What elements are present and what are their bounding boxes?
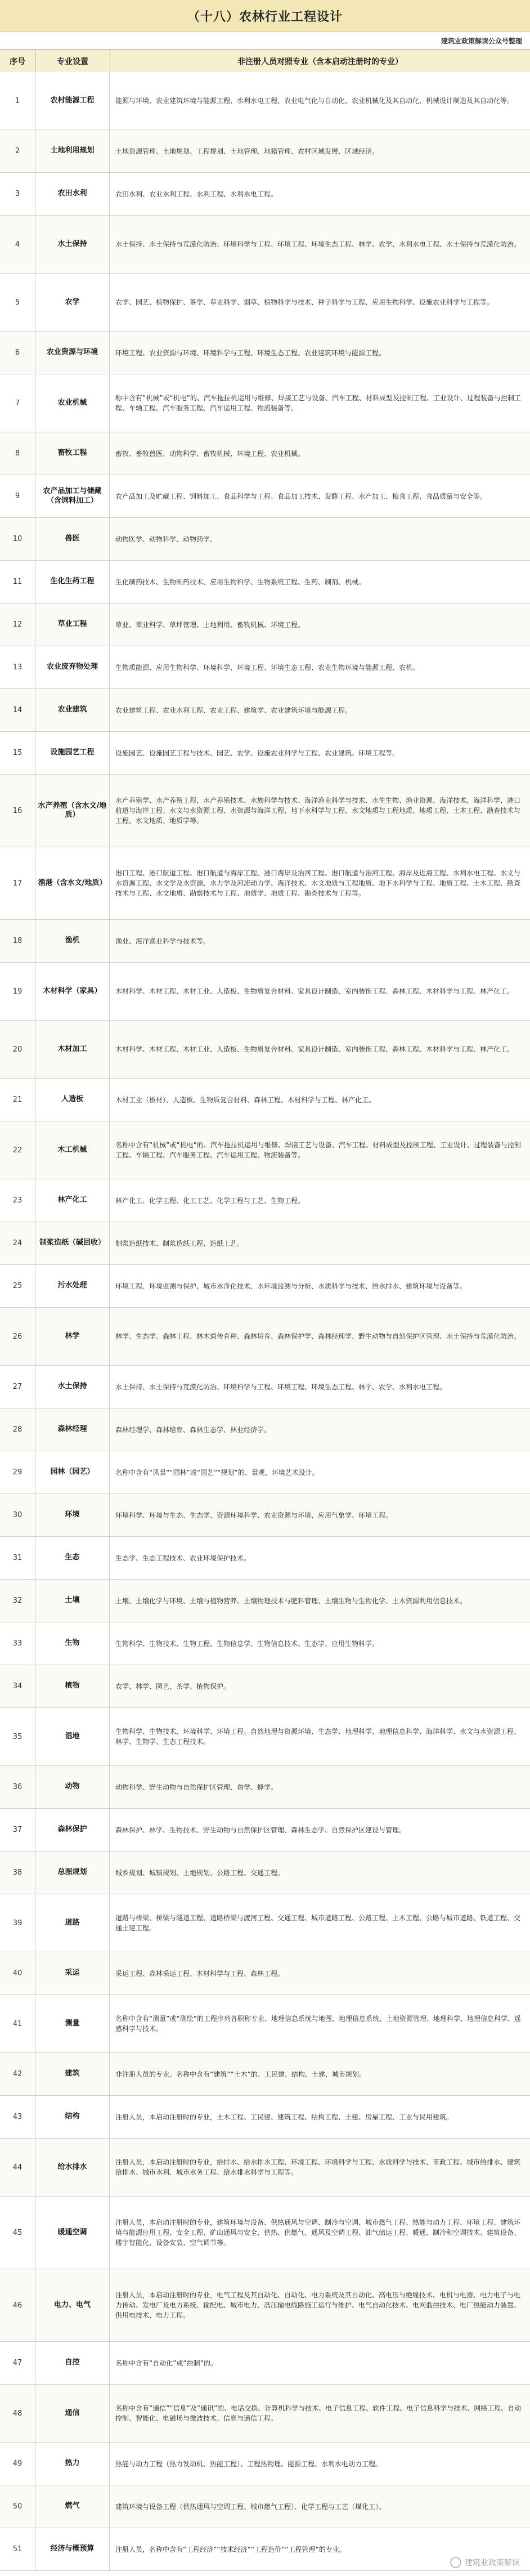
row-id: 13 [0,646,35,688]
row-desc: 动物科学、野生动物与自然保护区管理、兽学、蜂学。 [115,1783,278,1791]
row-desc: 注册人员，本启动注册时的专业，给排水、给水排水工程、环境工程、环境科学与工程、水质科学与技术、市政工程、城市给排水、建筑给排水、城市水利、城市水务工程、给水排水科学与工程等。 [115,2158,521,2176]
table-row [0,2342,530,2385]
row-id: 9 [0,475,35,517]
row-desc: 能源与环境、农业建筑环境与能源工程、水利水电工程、农业电气化与自动化、农业机械化及其自动化、机械设计制造及其自动化等。 [115,97,514,105]
row-name: 林产化工 [35,1179,110,1222]
row-desc: 林产化工、化学工程、化工工艺、化学工程与工艺、生物工程。 [115,1196,305,1205]
row-desc: 设施园艺、设施园艺工程与技术、园艺、农学、设施农业科学与工程、农业建筑、环境工程等。 [115,749,399,757]
table-row [0,1852,530,1894]
row-desc: 土壤、土壤化学与环境、土壤与植物营养、土壤物理技术与肥料管理、土壤生物与生物化学、土木资源利用信息技术。 [115,1596,467,1605]
row-id: 37 [0,1809,35,1851]
row-desc: 港口工程、港口航道工程、港口航道与海岸工程、港口海岸及治河工程、港口航道与治河工程、海岸及近海工程、水利水电工程、水文与水资源工程、水文学及水资源、水力学及河流动力学、海洋技术、水文地质与工程地质、地下水科学与工程、地质工程、土木工程、勘查技术与工程、水文地质、勘察技术与工程、地质学、地质工程、勘查技术与工程等。 [115,869,521,897]
table-row [0,1021,530,1079]
row-name: 渔港（含水文/地质） [35,847,110,919]
row-name: 森林经理 [35,1408,110,1451]
row-name: 农业机械 [35,374,110,432]
row-desc: 制浆造纸技术、制浆造纸工程、造纸工艺。 [115,1239,244,1247]
row-name: 园林（园艺） [35,1451,110,1493]
table-row [0,432,530,475]
table-row [0,1179,530,1222]
table-row [0,2443,530,2485]
row-name: 设施园艺工程 [35,732,110,774]
table-row [0,1766,530,1809]
table-row [0,847,530,920]
row-id: 44 [0,2139,35,2196]
table-row [0,130,530,173]
row-id: 2 [0,130,35,172]
row-desc: 道路与桥梁、桥梁与隧道工程、道路桥梁与渡河工程、交通工程、城市道路工程、公路工程、土木工程、公路与城市道路、铁道工程、交通土建工程。 [115,1914,521,1932]
row-name: 暖通空调 [35,2197,110,2269]
row-desc: 森林经理学、森林培育、森林生态学、林业经济学。 [115,1425,271,1434]
row-name: 农业废弃物处理 [35,646,110,688]
row-id: 29 [0,1451,35,1493]
table-row [0,1537,530,1580]
table-row [0,216,530,274]
row-id: 15 [0,732,35,774]
table-row [0,1952,530,1995]
row-name: 森林保护 [35,1809,110,1851]
table-row [0,1308,530,1366]
row-id: 43 [0,2096,35,2138]
row-name: 草业工程 [35,603,110,646]
table-row [0,475,530,518]
row-name: 测量 [35,1995,110,2052]
table-row [0,2197,530,2269]
row-id: 45 [0,2197,35,2269]
row-id: 16 [0,775,35,847]
row-name: 木材加工 [35,1021,110,1078]
row-name: 农产品加工与储藏（含饲料加工） [35,475,110,517]
table-row [0,689,530,732]
row-desc: 畜牧、畜牧兽医、动物科学、畜牧机械、环境工程、农业机械。 [115,449,305,458]
table-row [0,1121,530,1179]
watermark [450,2557,520,2568]
row-desc: 采运工程、森林采运工程、木材科学与工程、森林工程。 [115,1969,285,1978]
row-desc: 水土保持、水土保持与荒漠化防治、环境科学与工程、环境工程、环境生态工程、林学、农学、水利水电工程。 [115,1383,447,1391]
row-desc: 农学、林学、园艺、茶学、植物保护。 [115,1682,231,1690]
row-id: 50 [0,2485,35,2528]
row-id: 11 [0,561,35,603]
row-id: 24 [0,1222,35,1264]
row-name: 农学 [35,274,110,331]
row-desc: 名称中含有“通信”“信息”及“通讯”的、电话交换、计算机科学与技术、电子信息工程、软件工程、电子信息科学与技术、网络工程、自动控制、智能化、电磁场与微波技术、信息与通信工程。 [115,2404,522,2422]
row-name: 土壤 [35,1580,110,1622]
table-row [0,775,530,847]
row-name: 水土保持 [35,1366,110,1408]
row-name: 农村能源工程 [35,72,110,129]
table-row [0,1894,530,1952]
row-id: 21 [0,1079,35,1121]
table-row [0,646,530,689]
table-row [0,561,530,603]
row-desc: 农产品加工及贮藏工程、饲料加工、食品科学与工程、食品加工技术、发酵工程、水产加工、粮食工程、食品质量与安全等。 [115,492,487,500]
row-id: 25 [0,1265,35,1307]
row-id: 36 [0,1766,35,1808]
row-desc: 名称中含有“机械”或“机电”的、汽车拖拉机运用与维修、焊接工艺与设备、汽车工程、材料成型及控制工程、工业设计、过程装备与控制工程、车辆工程、汽车服务工程、汽车运用工程、物流装备等。 [115,1141,521,1159]
wechat-icon [450,2557,461,2568]
row-id: 39 [0,1894,35,1952]
row-name: 结构 [35,2096,110,2138]
row-name: 生态 [35,1537,110,1579]
row-desc: 生态学、生态工程技术、农业环境保护技术。 [115,1554,251,1562]
row-name: 植物 [35,1665,110,1707]
row-name: 环境 [35,1494,110,1536]
row-id: 23 [0,1179,35,1222]
row-name: 总图规划 [35,1852,110,1894]
table-header [0,49,530,74]
table-row [0,374,530,432]
row-desc: 木材工业（板材）、人造板、生物质复合材料、森林工程、木材科学与工程、林产化工。 [115,1095,376,1104]
row-desc: 建筑环境与设备工程（供热通风与空调工程、城市燃气工程）、化学工程与工艺（煤化工）。 [115,2502,386,2511]
row-name: 农田水利 [35,173,110,215]
row-id: 41 [0,1995,35,2052]
row-id: 22 [0,1121,35,1179]
table-row [0,1494,530,1537]
table-row [0,963,530,1021]
row-name: 生化生药工程 [35,561,110,603]
row-name: 木工机械 [35,1121,110,1179]
row-desc: 木材科学、木材工程、木材工业、人造板、生物质复合材料、家具设计制造、室内装饰工程、森林工程、木材科学与工程、林产化工。 [115,987,514,995]
row-desc: 名称中含有“自动化”或“控制”的。 [115,2359,217,2367]
table-row [0,332,530,374]
row-name: 道路 [35,1894,110,1952]
row-id: 30 [0,1494,35,1536]
row-desc: 森林保护、林学、生物技术、野生动物与自然保护区管理、森林生态学、自然保护区建设与管理。 [115,1826,406,1834]
row-desc: 动物医学、动物科学、动物药学。 [115,535,217,543]
header-desc: 非注册人员对照专业（含本启动注册时的专业） [237,57,403,66]
row-name: 自控 [35,2342,110,2384]
row-id: 5 [0,274,35,331]
row-name: 农业资源与环境 [35,332,110,374]
table-row [0,2485,530,2528]
table-row [0,274,530,332]
page-title: （十八）农林行业工程设计 [187,10,343,24]
row-name: 燃气 [35,2485,110,2528]
row-desc: 城乡规划、城镇规划、土地规划、公路工程、交通工程。 [115,1868,285,1877]
row-id: 42 [0,2053,35,2095]
row-id: 27 [0,1366,35,1408]
row-desc: 注册人员，本启动注册时的专业，土木工程、工民建、建筑工程、结构工程、土建、房屋工程、工业与民用建筑。 [115,2113,453,2121]
row-id: 48 [0,2385,35,2442]
row-desc: 名称中含有“风景”“园林”或“园艺”“规划”的、景观、环境艺术设计。 [115,1468,319,1477]
row-name: 电力、电气 [35,2269,110,2341]
row-name: 水土保持 [35,216,110,273]
table-row [0,1995,530,2053]
table-row [0,2385,530,2443]
row-desc: 林学、生态学、森林工程、林木遗传育种、森林培育、森林保护学、森林经理学、野生动物与自然保护区管理、水土保持与荒漠化防治。 [115,1332,521,1340]
row-desc: 水产养殖学、水产养殖工程、水产养殖技术、水族科学与技术、海洋渔业科学与技术、水生生物、渔业资源、海洋技术、海洋科学、港口航道与海岸工程、水文与水资源工程、水资源与海洋工程、地下水科学与工程、水文地质与工程地质、地质工程、土木工程、勘查技术与工程、水文地质、地质学等。 [115,797,521,825]
row-id: 7 [0,374,35,432]
row-id: 26 [0,1308,35,1365]
row-desc: 环境科学、环境与生态、生态学、资源环境科学、农业资源与环境、应用气象学、环境工程。 [115,1511,393,1519]
row-desc: 生物科学、生物技术、环境科学、环境工程、自然地理与资源环境、生态学、地理科学、地理信息科学、海洋科学、水文与水资源工程、林学、生物学、生态工程技术。 [115,1728,521,1746]
table-row [0,1622,530,1665]
row-desc: 生化制药技术、生物制药技术、应用生物科学、生物系统工程、生药、制剂、机械。 [115,578,366,586]
row-id: 40 [0,1952,35,1994]
table-row [0,1451,530,1494]
row-id: 8 [0,432,35,475]
row-name: 采运 [35,1952,110,1994]
table-row [0,1079,530,1121]
table-row [0,1580,530,1622]
row-id: 28 [0,1408,35,1451]
row-desc: 注册人员，本启动注册时的专业，电气工程及其自动化、自动化、电力系统及其自动化、高电压与绝缘技术、电机与电器、电力电子与电力传动、发电厂及电力系统、输配电、城市电力、高压输电线路施工运行与维护、电气自动化技术、电网监控技术、电厂热能动力装置、供用电技术、电力工程。 [115,2291,521,2319]
row-name: 畜牧工程 [35,432,110,475]
row-id: 49 [0,2443,35,2485]
table-row [0,2269,530,2342]
row-id: 34 [0,1665,35,1707]
watermark-text: 建筑业政策解读 [465,2559,520,2568]
row-name: 制浆造纸（碱回收） [35,1222,110,1264]
row-desc: 农学、园艺、植物保护、茶学、草业科学、烟草、植物科学与技术、种子科学与工程、应用生物科学、设施农业科学与工程等。 [115,298,494,306]
table-row [0,2096,530,2139]
table-row [0,518,530,561]
row-name: 通信 [35,2385,110,2442]
row-id: 31 [0,1537,35,1579]
row-desc: 非注册人员的专业。名称中含有“建筑”“土木”的、工民建、结构、土建、城市规划。 [115,2070,366,2078]
row-desc: 农业建筑工程、农业水利工程、农业工程、建筑学、农业建筑环境与能源工程。 [115,706,352,714]
table-row [0,2139,530,2197]
row-name: 土地利用规划 [35,130,110,172]
row-desc: 农田水利、农业水利工程、水利工程、水利水电工程。 [115,190,278,198]
row-name: 动物 [35,1766,110,1808]
table-row [0,1265,530,1308]
row-id: 12 [0,603,35,646]
row-id: 33 [0,1622,35,1665]
row-name: 生物 [35,1622,110,1665]
row-id: 38 [0,1852,35,1894]
table-row [0,1366,530,1408]
row-desc: 注册人员，本启动注册时的专业，建筑环境与设备、供热通风与空调、制冷与空调、城市燃气工程、热能与动力工程、环境工程、建筑环境与能源应用工程、安全工程、矿山通风与安全、供热、供燃气、通风及空调工程、油气储运工程、暖通、制冷和空调技术、建筑设备、楼宇智能化、设备安装、空气调节等。 [115,2219,521,2247]
row-id: 18 [0,920,35,962]
row-desc: 草业、草业科学、草坪管理、土地利用、畜牧机械、环境工程。 [115,620,305,629]
row-id: 17 [0,847,35,919]
row-desc: 生物质能源、应用生物科学、环境科学、环境工程、环境生态工程、农业生物环境与能源工程、农机。 [115,663,420,672]
row-desc: 环境工程、农业资源与环境、环境科学与工程、环境生态工程、农业建筑环境与能源工程。 [115,348,386,357]
row-desc: 名称中含有“测量”或“测绘”的工程序列各职称专业、地理信息系统与地图、地理信息系统、土地资源管理、地理科学、地理信息科学、遥感科学与技术。 [115,2015,521,2033]
table-body [0,72,530,2571]
table-row [0,732,530,775]
row-desc: 称中含有“机械”或“机电”的、汽车拖拉机运用与维修、焊接工艺与设备、汽车工程、材料成型及控制工程、工业设计、过程装备与控制工程、车辆工程、汽车服务工程、汽车运用工程、物流装备等。 [115,394,521,412]
header-id: 序号 [0,50,35,73]
row-name: 农业建筑 [35,689,110,731]
row-id: 35 [0,1708,35,1765]
row-desc: 水土保持、水土保持与荒漠化防治、环境科学与工程、环境工程、环境生态工程、林学、农学、水利水电工程、水土保持与荒漠化防治。 [115,240,521,248]
header-name: 专业设置 [35,50,110,73]
row-name: 经济与概预算 [35,2528,110,2570]
row-name: 渔机 [35,920,110,962]
row-name: 污水处理 [35,1265,110,1307]
table-row [0,1408,530,1451]
row-name: 湿地 [35,1708,110,1765]
row-id: 51 [0,2528,35,2570]
row-desc: 渔业、海洋渔业科学与技术等。 [115,937,210,945]
row-name: 水产养殖（含水文/地质） [35,775,110,847]
table-row [0,72,530,130]
row-id: 3 [0,173,35,215]
row-name: 热力 [35,2443,110,2485]
row-id: 14 [0,689,35,731]
table-row [0,1708,530,1766]
table-row [0,2053,530,2096]
row-desc: 注册人员，名称中含有“工程经济”“技术经济”“工程造价”“工程管理”的专业。 [115,2545,346,2553]
row-desc: 土地资源管理、土地规划、工程规划、土地管理、地籍管理、农村区域发展、区域经济。 [115,147,379,155]
row-id: 32 [0,1580,35,1622]
row-id: 47 [0,2342,35,2384]
row-desc: 热能与动力工程（热力发动机、热能工程）、工程热物理、能源工程、水利水电动力工程。 [115,2459,383,2468]
row-name: 林学 [35,1308,110,1365]
row-id: 20 [0,1021,35,1078]
row-name: 木材科学（家具） [35,963,110,1020]
row-name: 人造板 [35,1079,110,1121]
title-bar [0,0,530,32]
row-id: 46 [0,2269,35,2341]
table-row [0,173,530,216]
row-desc: 生物科学、生物技术、生物工程、生物信息学、生物信息技术、生态学、应用生物科学。 [115,1639,379,1648]
row-id: 19 [0,963,35,1020]
row-id: 4 [0,216,35,273]
org-credit: 建筑业政策解读公众号整理 [441,37,522,45]
row-id: 10 [0,518,35,560]
table-row [0,1222,530,1265]
row-id: 6 [0,332,35,374]
row-name: 给水排水 [35,2139,110,2196]
table-row [0,920,530,963]
row-desc: 环境工程、环境监测与保护、城市水净化技术、水环境监测与分析、水质科学与技术、给水排水、建筑环境与设备等。 [115,1282,467,1290]
row-name: 兽医 [35,518,110,560]
table-row [0,1809,530,1852]
table-row [0,1665,530,1708]
table-row [0,603,530,646]
row-desc: 木材科学、木材工程、木材工业、人造板、生物质复合材料、家具设计制造、室内装饰工程、森林工程、木材科学与工程、林产化工。 [115,1045,514,1053]
row-id: 1 [0,72,35,129]
row-name: 建筑 [35,2053,110,2095]
